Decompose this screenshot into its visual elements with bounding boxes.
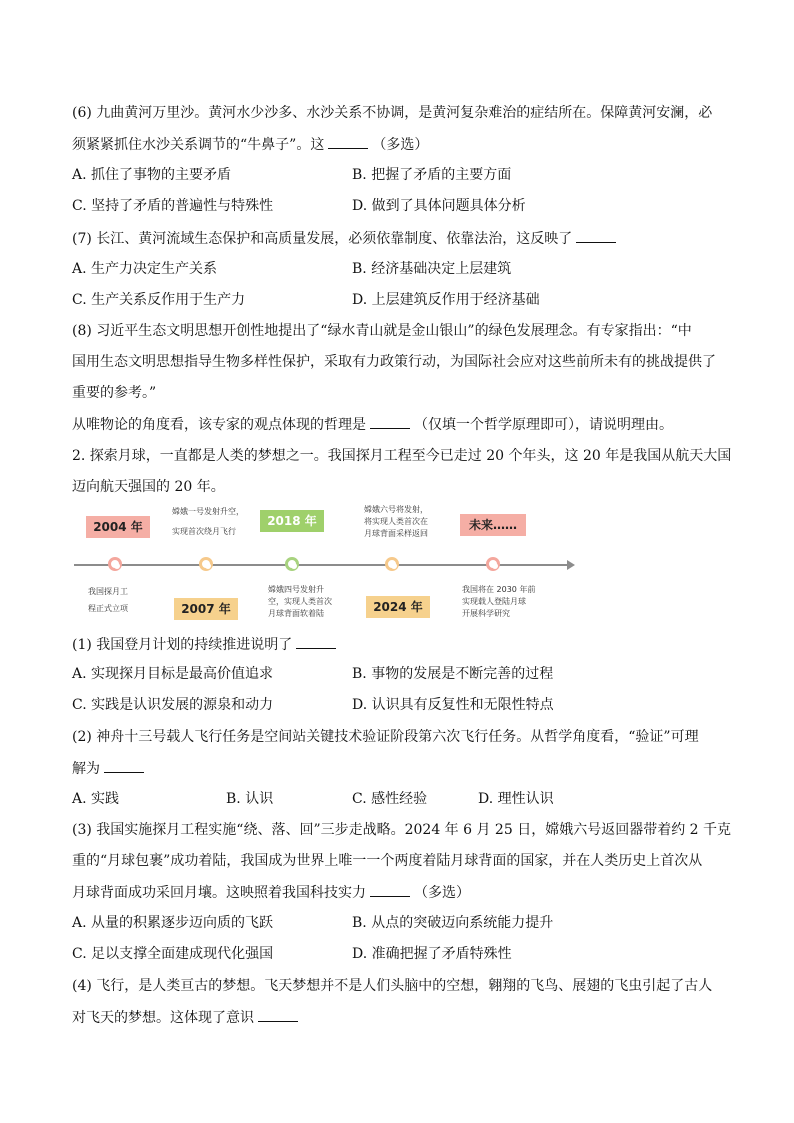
q7-option-a: A. 生产力决定生产关系: [72, 261, 218, 277]
q6-option-c: C. 坚持了矛盾的普遍性与特殊性: [72, 198, 274, 214]
q2-1-option-c: C. 实践是认识发展的源泉和动力: [72, 697, 274, 713]
q2-3-stem-line3: [72, 882, 470, 903]
q6-multi-note: （多选）: [372, 137, 429, 153]
q6-stem-line2: [72, 134, 428, 155]
q7-stem-text: (7) 长江、黄河流域生态保护和高质量发展，必须依靠制度、依靠法治，这反映了: [72, 231, 573, 247]
q2-3-option-b: B. 从点的突破迈向系统能力提升: [352, 915, 554, 931]
timeline-node-2024: [385, 557, 399, 571]
timeline-text-2007: 嫦娥一号发射升空， 实现首次绕月飞行: [172, 507, 244, 536]
answer-blank[interactable]: [258, 1007, 298, 1022]
q2-2-option-b: B. 认识: [226, 791, 274, 807]
timeline-text-future: 我国将在 2030 年前 实现载人登陆月球 开展科学研究: [462, 585, 536, 618]
q2-intro-line2: 迈向航天强国的 20 年。: [72, 479, 225, 495]
q2-2-option-c: C. 感性经验: [352, 791, 428, 807]
timeline-label-2004: 2004 年: [86, 516, 150, 538]
q2-4-stem-line2: [72, 1007, 302, 1028]
q2-2-option-a: A. 实践: [72, 791, 120, 807]
q2-3-option-d: D. 准确把握了矛盾特殊性: [352, 946, 512, 962]
q2-3-option-c: C. 足以支撑全面建成现代化强国: [72, 946, 274, 962]
q2-4-stem-text: 对飞天的梦想。这体现了意识: [72, 1010, 254, 1026]
timeline-text-2024: 嫦娥六号将发射， 将实现人类首次在 月球背面采样返回: [364, 505, 428, 538]
q8-stem-line4: [72, 414, 673, 435]
q6-option-b: B. 把握了矛盾的主要方面: [352, 167, 512, 183]
answer-blank[interactable]: [296, 634, 336, 649]
q7-option-d: D. 上层建筑反作用于经济基础: [352, 292, 540, 308]
answer-blank[interactable]: [370, 882, 410, 897]
q6-stem-line1: (6) 九曲黄河万里沙。黄河水少沙多、水沙关系不协调，是黄河复杂难治的症结所在。保障黄河安澜，必: [72, 105, 713, 121]
q2-1-option-d: D. 认识具有反复性和无限性特点: [352, 697, 554, 713]
q2-3-stem-text: 月球背面成功采回月壤。这映照着我国科技实力: [72, 885, 366, 901]
lunar-exploration-timeline: [72, 500, 582, 630]
q7-stem: [72, 228, 620, 249]
q2-3-stem-line1: (3) 我国实施探月工程实施“绕、落、回”三步走战略。2024 年 6 月 25 日，嫦娥六号返回器带着约 2 千克: [72, 822, 732, 838]
q2-1-option-a: A. 实现探月目标是最高价值追求: [72, 666, 274, 682]
q2-2-stem-text: 解为: [72, 761, 100, 777]
q8-stem-note: （仅填一个哲学原理即可），请说明理由。: [414, 417, 673, 433]
q2-2-stem-line2: [72, 758, 148, 779]
answer-blank[interactable]: [104, 758, 144, 773]
q2-3-option-a: A. 从量的积累逐步迈向质的飞跃: [72, 915, 274, 931]
q6-option-a: A. 抓住了事物的主要矛盾: [72, 167, 232, 183]
q8-stem-line2: 国用生态文明思想指导生物多样性保护，采取有力政策行动，为国际社会应对这些前所未有的挑战提供了: [72, 354, 716, 370]
q2-1-stem-text: (1) 我国登月计划的持续推进说明了: [72, 637, 293, 653]
q2-intro-line1: 2. 探索月球，一直都是人类的梦想之一。我国探月工程至今已走过 20 个年头，这 20 年是我国从航天大国: [72, 448, 732, 464]
q2-2-stem-line1: (2) 神舟十三号载人飞行任务是空间站关键技术验证阶段第六次飞行任务。从哲学角度看，“验证”可理: [72, 729, 699, 745]
timeline-label-future: 未来……: [460, 514, 526, 536]
q8-stem-text: 从唯物论的角度看，该专家的观点体现的哲理是: [72, 417, 366, 433]
timeline-node-2007: [199, 557, 213, 571]
answer-blank[interactable]: [576, 228, 616, 243]
timeline-text-2018: 嫦娥四号发射升 空，实现人类首次 月球背面软着陆: [268, 585, 332, 618]
q2-3-stem-line2: 重的“月球包裹”成功着陆，我国成为世界上唯一一个两度着陆月球背面的国家，并在人类历史上首次从: [72, 853, 703, 869]
answer-blank[interactable]: [328, 134, 368, 149]
timeline-label-2024: 2024 年: [366, 596, 430, 618]
timeline-text-2004: 我国探月工 程正式立项: [88, 587, 128, 613]
q8-stem-line1: (8) 习近平生态文明思想开创性地提出了“绿水青山就是金山银山”的绿色发展理念。有专家指出：“中: [72, 323, 692, 339]
answer-blank[interactable]: [370, 414, 410, 429]
timeline-label-2007: 2007 年: [174, 598, 238, 620]
q2-1-option-b: B. 事物的发展是不断完善的过程: [352, 666, 554, 682]
timeline-node-future: [486, 557, 500, 571]
q6-stem-text: 须紧紧抓住水沙关系调节的“牛鼻子”。这: [72, 137, 325, 153]
q7-option-b: B. 经济基础决定上层建筑: [352, 261, 512, 277]
q2-4-stem-line1: (4) 飞行，是人类亘古的梦想。飞天梦想并不是人们头脑中的空想，翱翔的飞鸟、展翅的飞虫引起了古人: [72, 978, 713, 994]
q6-option-d: D. 做到了具体问题具体分析: [352, 198, 526, 214]
q8-stem-line3: 重要的参考。”: [72, 385, 157, 401]
timeline-node-2004: [108, 557, 122, 571]
q2-2-option-d: D. 理性认识: [478, 791, 554, 807]
q7-option-c: C. 生产关系反作用于生产力: [72, 292, 246, 308]
q2-1-stem: [72, 634, 340, 655]
timeline-label-2018: 2018 年: [260, 510, 324, 532]
timeline-node-2018: [285, 557, 299, 571]
q2-3-multi-note: （多选）: [414, 885, 470, 901]
timeline-arrow-icon: [567, 560, 575, 570]
